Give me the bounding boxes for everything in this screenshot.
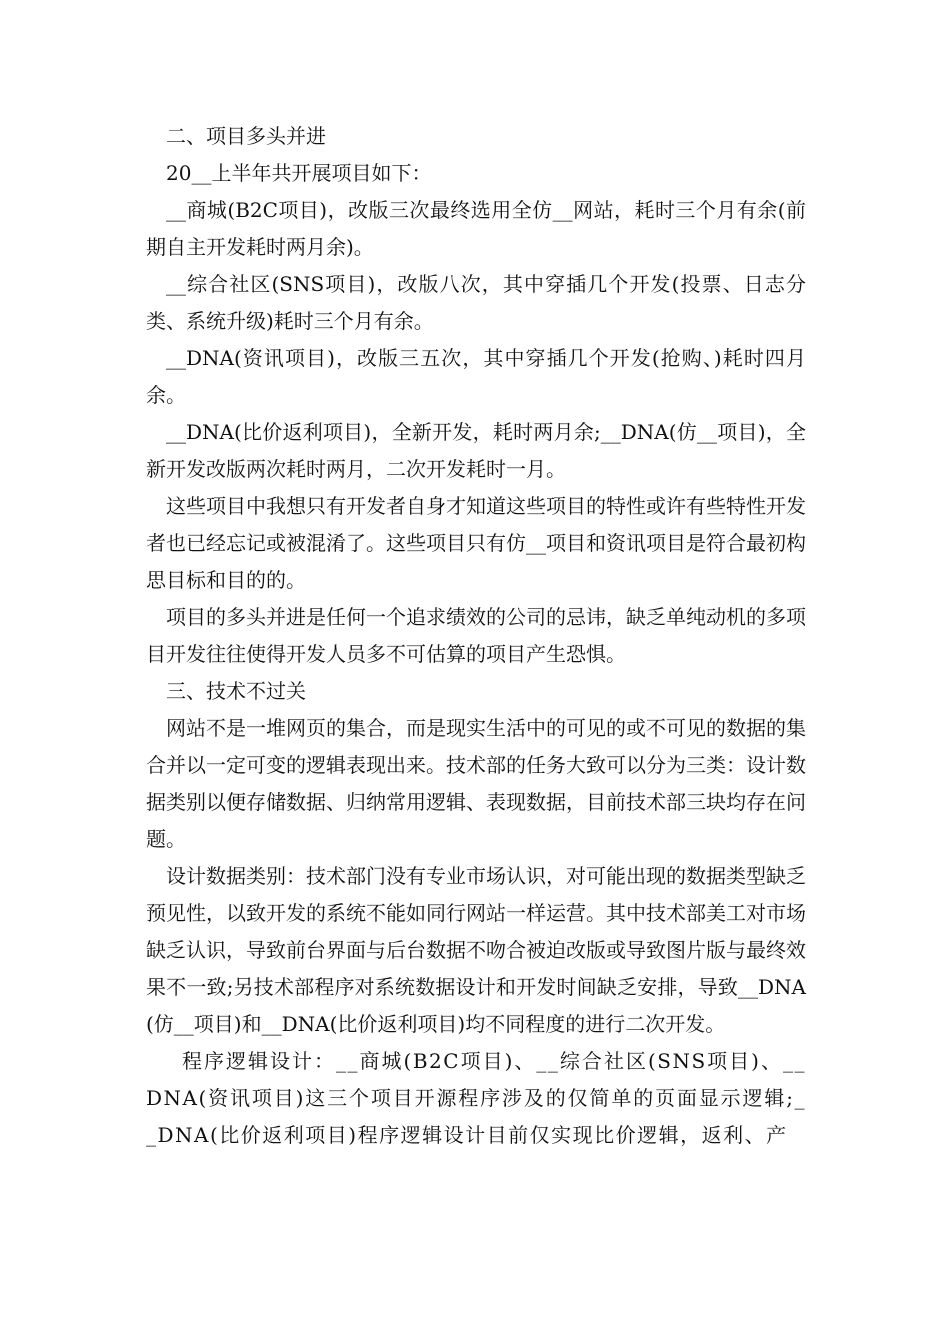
paragraph-news: __DNA(资讯项目)，改版三五次，其中穿插几个开发(抢购、)耗时四月余。 — [146, 346, 806, 407]
paragraph-data-design: 设计数据类别：技术部门没有专业市场认识，对可能出现的数据类型缺乏预见性，以致开发的系统不能如同行网站一样运营。其中技术部美工对市场缺乏认识，导致前台界面与后台数据不吻合被迫改版或导致图片版与最终效果不一致;另技术部程序对系统数据设计和开发时间缺乏安排，导致__DNA(仿__项目)和__DNA(比价返利项目)均不同程度的进行二次开发。 — [146, 864, 806, 1036]
section-heading-3: 三、技术不过关 — [166, 679, 306, 703]
document-body — [146, 118, 806, 1154]
paragraph-multi-project: 项目的多头并进是任何一个追求绩效的公司的忌讳，缺乏单纯动机的多项目开发往往使得开发人员多不可估算的项目产生恐惧。 — [146, 605, 806, 666]
paragraph-logic-design: 程序逻辑设计：__商城(B2C项目)、__综合社区(SNS项目)、__DNA(资讯项目)这三个项目开源程序涉及的仅简单的页面显示逻辑;__DNA(比价返利项目)程序逻辑设计目前仅实现比价逻辑，返利、产 — [146, 1049, 806, 1147]
paragraph-project-features: 这些项目中我想只有开发者自身才知道这些项目的特性或许有些特性开发者也已经忘记或被混淆了。这些项目只有仿__项目和资讯项目是符合最初构思目标和目的的。 — [146, 494, 806, 592]
paragraph-website-definition: 网站不是一堆网页的集合，而是现实生活中的可见的或不可见的数据的集合并以一定可变的逻辑表现出来。技术部的任务大致可以分为三类：设计数据类别以便存储数据、归纳常用逻辑、表现数据，目前技术部三块均存在问题。 — [146, 716, 806, 851]
paragraph-sns: __综合社区(SNS项目)，改版八次，其中穿插几个开发(投票、日志分类、系统升级)耗时三个月有余。 — [146, 272, 806, 333]
paragraph-intro: 20__上半年共开展项目如下： — [166, 161, 432, 185]
section-heading-2: 二、项目多头并进 — [166, 124, 326, 148]
paragraph-b2c: __商城(B2C项目)，改版三次最终选用全仿__网站，耗时三个月有余(前期自主开发耗时两月余)。 — [146, 198, 806, 259]
paragraph-price-compare: __DNA(比价返利项目)，全新开发，耗时两月余;__DNA(仿__项目)，全新开发改版两次耗时两月，二次开发耗时一月。 — [146, 420, 806, 481]
